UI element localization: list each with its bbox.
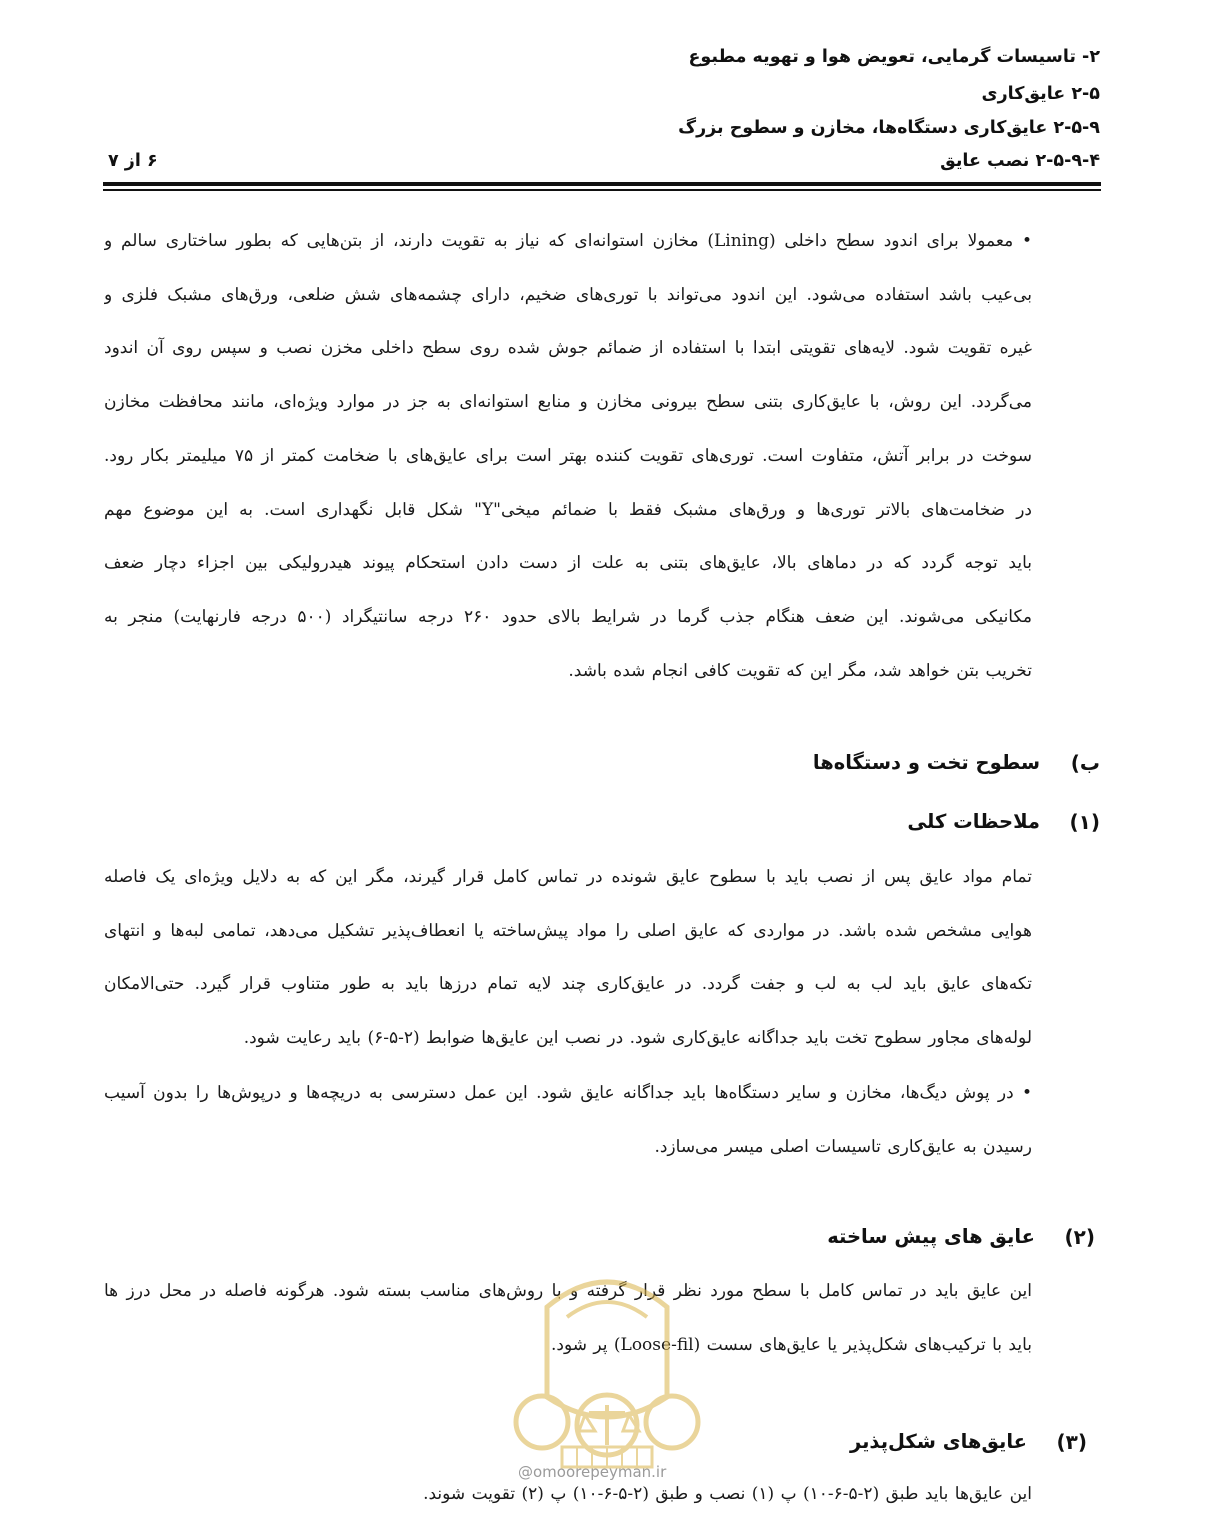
header-divider — [103, 182, 1101, 186]
text-line: تخریب بتن خواهد شد، مگر این که تقویت کافی انجام شده باشد. — [568, 660, 1032, 681]
paragraph-prefabricated — [104, 1265, 1032, 1372]
page-number: ۶ از ۷ — [108, 151, 158, 171]
text-line: لوله‌های مجاور سطوح تخت باید جداگانه عایق‌کاری شود. در نصب این عایق‌ها ضوابط (۲-۵-۶) باید رعایت شود. — [243, 1028, 1032, 1049]
text-line: این عایق باید در تماس کامل با سطح مورد نظر قرار گرفته و با روش‌های مناسب بسته شود. هرگونه فاصله در محل درز ها — [104, 1281, 1032, 1301]
section-1-marker: (۱) — [1069, 810, 1100, 834]
header-section: ۲-۵ عایق‌کاری — [981, 84, 1100, 104]
paragraph-formable — [104, 1472, 1032, 1516]
text-line: باید با ترکیب‌های شکل‌پذیر یا عایق‌های سست (Loose-fil) پر شود. — [550, 1334, 1032, 1355]
section-3-title: عایق‌های شکل‌پذیر — [849, 1430, 1027, 1453]
text-line: در ضخامت‌های بالاتر توری‌ها و ورق‌های مشبک فقط با ضمائم میخی"Y" شکل قابل نگهداری است. به این موضوع مهم — [104, 499, 1032, 520]
text-line: باید توجه گردد که در دماهای بالا، عایق‌های بتنی به علت از دست دادن استحکام پیوند هیدرولیکی بین اجزاء دچار ضعف — [104, 553, 1032, 574]
section-2-marker: (۲) — [1064, 1225, 1095, 1249]
header-subsection: ۲-۵-۹ عایق‌کاری دستگاه‌ها، مخازن و سطوح بزرگ — [678, 118, 1100, 138]
paragraph-covers — [104, 1067, 1032, 1174]
section-1-title: ملاحظات کلی — [907, 810, 1040, 833]
text-line: بی‌عیب باشد استفاده می‌شود. این اندود می‌تواند با توری‌های ضخیم، دارای چشمه‌های شش ضلعی، ورق‌های مشبک فلزی و — [104, 284, 1032, 305]
text-line: • در پوش دیگ‌ها، مخازن و سایر دستگاه‌ها باید جداگانه عایق شود. این عمل دسترسی به دریچه‌ها و درپوش‌ها را بدون آسیب — [104, 1083, 1032, 1103]
text-line: سوخت در برابر آتش، متفاوت است. توری‌های تقویت کننده بهتر است برای عایق‌های با ضخامت کمتر از ۷۵ میلیمتر بکار رود. — [104, 445, 1032, 466]
header-divider-thin — [103, 189, 1101, 191]
header-chapter: ۲- تاسیسات گرمایی، تعویض هوا و تهویه مطبوع — [688, 47, 1100, 67]
text-line: می‌گردد. این روش، با عایق‌کاری بتنی سطح بیرونی مخازن و منابع استوانه‌ای به جز در موارد ویژه‌ای، مانند محافظت مخازن — [104, 392, 1032, 413]
text-line: رسیدن به عایق‌کاری تاسیسات اصلی میسر می‌سازد. — [654, 1136, 1032, 1157]
section-2-title: عایق های پیش ساخته — [827, 1225, 1035, 1248]
header-topic: ۲-۵-۹-۴ نصب عایق — [940, 151, 1100, 171]
text-line: تمام مواد عایق پس از نصب باید با سطوح عایق شونده در تماس کامل قرار گیرند، مگر این که به دلایل ویژه‌ای یک فاصله — [104, 867, 1032, 887]
text-line: مکانیکی می‌شوند. این ضعف هنگام جذب گرما در شرایط بالای حدود ۲۶۰ درجه سانتیگراد (۵۰۰ درجه فارنهایت) منجر به — [104, 606, 1032, 627]
paragraph-general-notes — [104, 851, 1032, 1066]
text-line: تکه‌های عایق باید لب به لب و جفت گردد. در عایق‌کاری چند لایه تمام درزها باید به طور متناوب قرار گیرد. حتی‌الامکان — [104, 974, 1032, 995]
text-line: این عایق‌ها باید طبق (۲-۵-۶-۱۰) پ (۱) نصب و طبق (۲-۵-۶-۱۰) پ (۲) تقویت شوند. — [423, 1484, 1032, 1504]
section-b-title: سطوح تخت و دستگاه‌ها — [812, 751, 1040, 774]
text-line: غیره تقویت شود. لایه‌های تقویتی ابتدا با استفاده از ضمائم جوش شده روی سطح داخلی مخزن نصب و سپس روی آن اندود — [104, 338, 1032, 359]
paragraph-lining — [104, 215, 1032, 698]
section-b-marker: ب) — [1070, 751, 1100, 775]
watermark-url: @omoorepeyman.ir — [518, 1463, 667, 1481]
text-line: • معمولا برای اندود سطح داخلی (Lining) مخازن استوانه‌ای که نیاز به تقویت دارند، از بتن‌هایی که بطور ساختاری سالم و — [104, 231, 1032, 251]
text-line: هوایی مشخص شده باشد. در مواردی که عایق اصلی را مواد پیش‌ساخته یا انعطاف‌پذیر تشکیل می‌دهد، تمامی لبه‌ها و انتهای — [104, 920, 1032, 941]
section-3-marker: (۳) — [1056, 1430, 1087, 1454]
